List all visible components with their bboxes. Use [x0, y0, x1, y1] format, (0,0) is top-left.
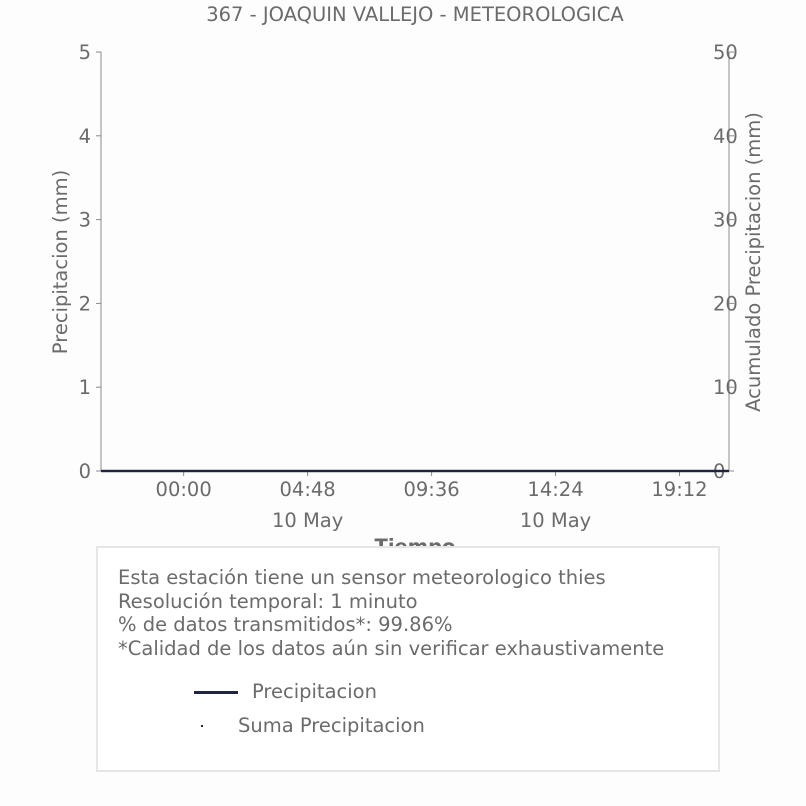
x-tick-date-label: 10 May: [519, 509, 592, 532]
y-right-tick-label: 0: [713, 460, 726, 483]
y-axis-left-label: Precipitacion (mm): [49, 169, 72, 355]
data-transmitted-text: % de datos transmitidos*: 99.86%: [118, 613, 453, 636]
legend-suma-label: Suma Precipitacion: [238, 714, 425, 737]
x-tick-label: 00:00: [155, 478, 212, 501]
y-left-tick-label: 2: [78, 292, 91, 316]
chart-ticks: [79, 41, 738, 532]
y-right-tick-label: 50: [713, 41, 738, 64]
station-info: [118, 566, 664, 660]
x-tick-label: 19:12: [651, 478, 708, 501]
chart-title: 367 - JOAQUIN VALLEJO - METEOROLOGICA: [206, 3, 624, 26]
x-tick-label: 14:24: [527, 478, 584, 501]
y-left-tick-label: 3: [78, 208, 91, 232]
legend-suma-dot: [201, 725, 203, 727]
station-sensor-text: Esta estación tiene un sensor meteorologico thies: [118, 566, 606, 589]
y-left-tick-label: 5: [78, 41, 91, 64]
legend-precipitacion-line: [194, 691, 238, 694]
y-right-tick-label: 10: [713, 376, 738, 400]
y-right-tick-label: 20: [713, 292, 738, 316]
legend-precipitacion-label: Precipitacion: [252, 680, 377, 703]
temporal-resolution-text: Resolución temporal: 1 minuto: [118, 589, 418, 613]
info-panel: [96, 546, 720, 772]
y-right-tick-label: 40: [713, 124, 738, 148]
x-tick-date-label: 10 May: [271, 509, 344, 532]
quality-disclaimer-text: *Calidad de los datos aún sin verificar exhaustivamente: [118, 636, 665, 660]
y-left-tick-label: 1: [78, 376, 91, 400]
y-axis-right-label: Acumulado Precipitacion (mm): [742, 112, 765, 412]
y-left-tick-label: 0: [78, 460, 91, 483]
y-right-tick-label: 30: [713, 208, 738, 232]
chart-axes: [101, 52, 729, 471]
x-tick-label: 09:36: [403, 478, 460, 501]
x-tick-label: 04:48: [279, 478, 336, 501]
y-left-tick-label: 4: [78, 124, 91, 148]
